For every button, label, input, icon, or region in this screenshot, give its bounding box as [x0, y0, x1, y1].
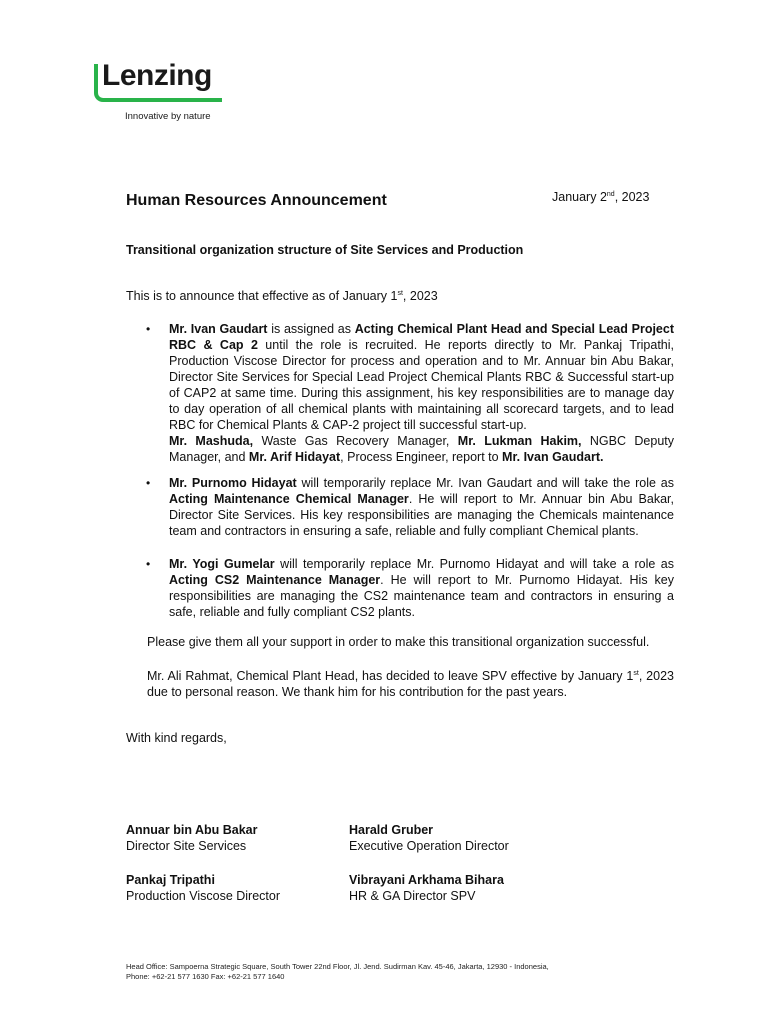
lenzing-logo	[92, 59, 232, 122]
support-paragraph: Please give them all your support in order to make this transitional organization successful.	[147, 635, 650, 649]
bullet-text: Mr. Purnomo Hidayat will temporarily replace Mr. Ivan Gaudart and will take the role as Acting Maintenance Chemical Manager. He will report to Mr. Annuar bin Abu Bakar, Director Site Services. His key responsibilities are managing the Chemicals maintenance team and contractors in ensuring a safe, reliable and fully compliant Chemical plants.	[169, 476, 674, 538]
signatory-name: Harald Gruber	[349, 823, 434, 837]
signatory-name: Vibrayani Arkhama Bihara	[349, 873, 504, 887]
bullet-icon: •	[146, 322, 151, 336]
signatory-name: Pankaj Tripathi	[126, 873, 215, 887]
signatory-title: Director Site Services	[126, 839, 247, 853]
announce-intro: This is to announce that effective as of January 1st, 2023	[126, 289, 438, 303]
page-title: Human Resources Announcement	[126, 192, 387, 209]
logo-tagline: Innovative by nature	[125, 111, 211, 122]
signatory	[349, 872, 504, 904]
signatory	[349, 822, 509, 854]
signatory	[126, 822, 258, 854]
bullet-text: Mr. Yogi Gumelar will temporarily replace Mr. Purnomo Hidayat and will take a role as Acting CS2 Maintenance Manager. He will report to Mr. Purnomo Hidayat. His key responsibilities are managing the CS2 maintenance team and contractors in ensuring a safe, reliable and fully compliant CS2 plants.	[169, 557, 675, 619]
bullet-text: Mr. Ivan Gaudart is assigned as Acting Chemical Plant Head and Special Lead Project RBC & Cap 2 until the role is recruited. He reports directly to Mr. Pankaj Tripathi, Production Viscose Director for process and operation and to Mr. Annuar bin Abu Bakar, Director Site Services for Special Lead Project Chemical Plants RBC & Successful start-up of CAP2 at same time. During this assignment, his key responsibilities are to manage day to day operation of all chemical plants with maintaining all scorecard targets, and to lead RBC for Chemical Plants & CAP-2 project till successful start-up. Mr. Mashuda, Waste Gas Recovery Manager, Mr. Lukman Hakim, NGBC Deputy Manager, and Mr. Arif Hidayat, Process Engineer, report to Mr. Ivan Gaudart.	[169, 322, 675, 464]
bullet-icon: •	[146, 476, 151, 490]
signatory	[126, 872, 280, 904]
signatory-title: HR & GA Director SPV	[349, 889, 476, 903]
subtitle: Transitional organization structure of Site Services and Production	[126, 243, 524, 257]
logo-wordmark: Lenzing	[102, 59, 212, 92]
footer-address	[126, 962, 549, 982]
signatory-title: Production Viscose Director	[126, 889, 281, 903]
bullet-icon: •	[146, 557, 151, 571]
signatory-name: Annuar bin Abu Bakar	[126, 823, 258, 837]
closing-regards: With kind regards,	[126, 731, 227, 745]
footer-line: Head Office: Sampoerna Strategic Square, South Tower 22nd Floor, Jl. Jend. Sudirman Kav. 45-46, Jakarta, 12930 - Indonesia,	[126, 962, 549, 971]
announcement-date: January 2nd, 2023	[552, 190, 650, 204]
signatory-title: Executive Operation Director	[349, 839, 509, 853]
leave-paragraph: Mr. Ali Rahmat, Chemical Plant Head, has decided to leave SPV effective by January 1st, 2023 due to personal reason. We thank him for his contribution for the past years.	[147, 669, 674, 699]
footer-line: Phone: +62-21 577 1630 Fax: +62-21 577 1640	[126, 972, 285, 981]
